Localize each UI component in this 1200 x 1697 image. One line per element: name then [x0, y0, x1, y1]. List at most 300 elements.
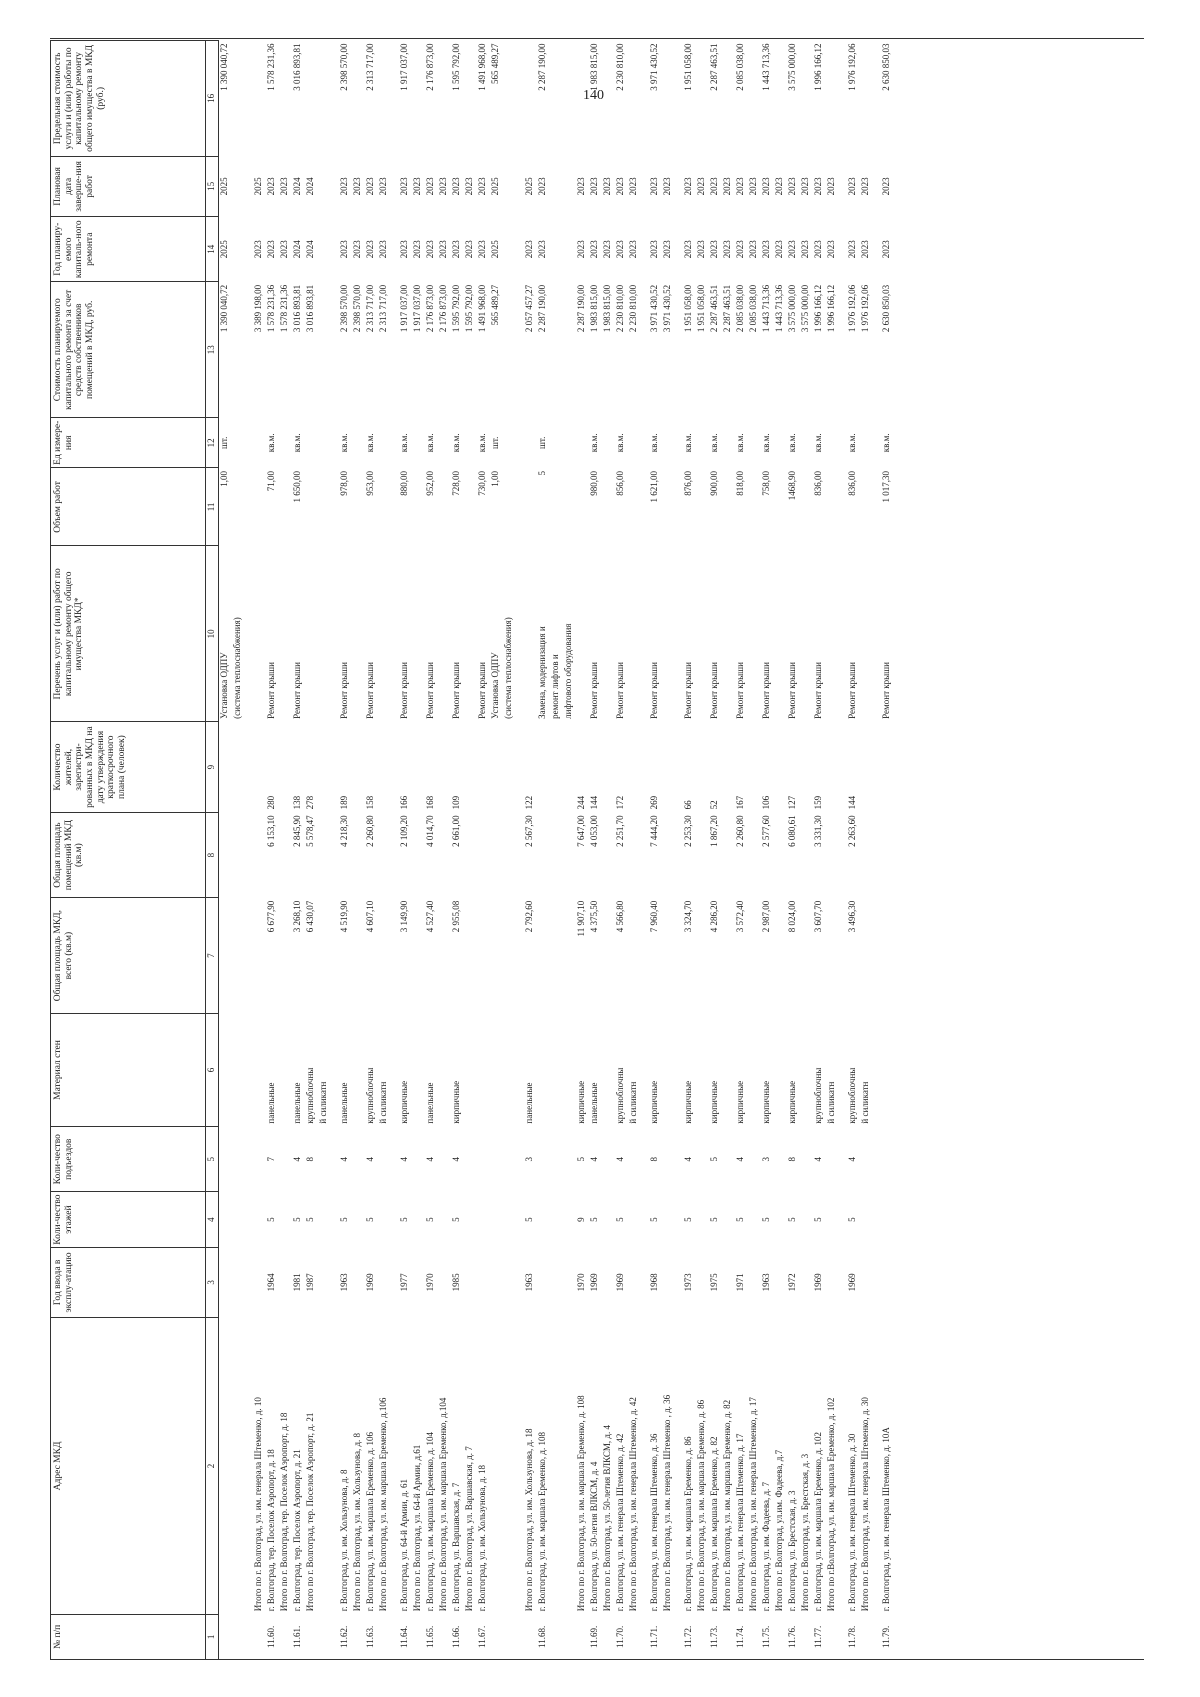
table-cell [550, 812, 563, 897]
table-cell: Итого по г. Волгоград, ул. им. маршала Еременко, д.104 [438, 1397, 448, 1612]
table-cell: 1 595 792,00 [451, 43, 461, 91]
table-cell: кирпичные [709, 1080, 719, 1124]
table-cell [722, 1192, 735, 1247]
table-cell [219, 1127, 233, 1192]
column-number: 4 [206, 1192, 219, 1247]
table-cell: 1 595 792,00 [464, 284, 474, 333]
table-cell [774, 1192, 787, 1247]
table-cell: кирпичные [576, 1080, 586, 1124]
table-cell: й силикатн [860, 1081, 870, 1124]
table-cell [576, 468, 589, 546]
table-cell [477, 1013, 490, 1126]
table-cell [219, 1013, 233, 1126]
table-cell [438, 41, 451, 157]
table-cell: 5 [292, 1217, 302, 1222]
table-cell [563, 468, 576, 546]
table-cell: 2023 [662, 177, 672, 196]
table-cell [537, 1192, 550, 1247]
table-cell: 2 085 038,00 [748, 284, 758, 333]
table-row [800, 41, 813, 1660]
table-cell [563, 418, 576, 468]
table-cell [662, 1013, 675, 1126]
table-cell [563, 898, 576, 1014]
table-cell: 269 [649, 795, 659, 810]
table-cell [696, 1614, 709, 1659]
table-cell: 1963 [761, 1273, 771, 1292]
table-cell: 167 [735, 795, 745, 810]
table-cell: 818,00 [735, 470, 745, 496]
table-cell: 2 253,30 [683, 815, 693, 847]
table-cell: 8 [787, 1157, 797, 1162]
table-cell: 2023 [735, 177, 745, 196]
table-row [787, 41, 800, 1660]
table-cell: 2023 [425, 240, 435, 259]
table-cell [503, 282, 516, 418]
table-cell: 2024 [305, 240, 315, 259]
table-cell: Итого по г. Волгоград, ул. Брестская, д. 3 [800, 1453, 810, 1612]
table-cell: панельные [589, 1082, 599, 1124]
table-cell: 1 390 040,72 [219, 284, 229, 333]
table-cell: 1969 [615, 1273, 625, 1292]
table-cell [550, 282, 563, 418]
table-cell [438, 546, 451, 722]
table-cell [550, 1614, 563, 1659]
table-cell [352, 1614, 365, 1659]
table-cell: 3 971 430,52 [649, 284, 659, 333]
table-cell: г. Волгоград, ул. им. маршала Еременко, д. 82 [709, 1436, 719, 1612]
table-cell [438, 1127, 451, 1192]
table-cell: 1 996 166,12 [813, 284, 823, 333]
table-cell [279, 898, 292, 1014]
table-row [826, 41, 839, 1660]
table-cell [602, 418, 615, 468]
table-cell [318, 156, 331, 216]
table-cell: 2023 [524, 240, 534, 259]
table-cell: 2023 [279, 240, 289, 259]
table-cell: 127 [787, 795, 797, 810]
table-cell: 1972 [787, 1273, 797, 1292]
table-cell: 2 230 810,00 [615, 284, 625, 333]
table-cell [563, 1192, 576, 1247]
spacer-row [641, 41, 649, 1660]
table-cell: 5 [683, 1217, 693, 1222]
table-cell [503, 1192, 516, 1247]
table-cell: 2023 [761, 177, 771, 196]
table-cell: 2023 [847, 240, 857, 259]
table-row [813, 41, 826, 1660]
table-row [490, 41, 503, 1660]
table-cell [748, 1614, 761, 1659]
table-cell: 730,00 [477, 470, 487, 496]
table-cell [628, 722, 641, 813]
table-cell: кв.м. [761, 433, 771, 453]
table-cell: 2023 [339, 240, 349, 259]
table-cell: 1964 [266, 1273, 276, 1292]
table-cell: г. Волгоград, ул. им. генерала Штеменко, д. 36 [649, 1433, 659, 1612]
table-cell [881, 812, 894, 897]
table-cell [477, 812, 490, 897]
table-cell: Ремонт крыши [589, 662, 599, 719]
table-cell: 4 014,70 [425, 815, 435, 847]
table-cell: Ремонт крыши [735, 662, 745, 719]
table-cell [602, 812, 615, 897]
table-cell [352, 1127, 365, 1192]
table-cell [464, 898, 477, 1014]
spacer-row [245, 41, 253, 1660]
table-cell [318, 546, 331, 722]
table-cell: 2023 [365, 177, 375, 196]
table-cell [219, 1614, 233, 1659]
table-cell: шт. [490, 436, 500, 450]
table-cell [602, 1614, 615, 1659]
table-cell: 1 621,00 [649, 470, 659, 503]
table-cell [563, 282, 576, 418]
table-row [279, 41, 292, 1660]
table-cell: 4 [451, 1157, 461, 1162]
table-cell [318, 41, 331, 157]
table-row [735, 41, 748, 1660]
table-cell: Ремонт крыши [761, 662, 771, 719]
table-cell: Ремонт крыши [615, 662, 625, 719]
table-cell: 2023 [589, 177, 599, 196]
table-cell: Ремонт крыши [683, 662, 693, 719]
table-cell: Итого по г.Волгоград, ул. им. маршала Еременко, д. 102 [826, 1397, 836, 1612]
table-cell: 2 577,60 [761, 815, 771, 847]
table-row [683, 41, 696, 1660]
table-cell: 11.68. [537, 1625, 547, 1648]
table-cell [628, 1247, 641, 1317]
table-cell: 2023 [266, 177, 276, 196]
table-row [563, 41, 576, 1660]
table-cell: кв.м. [847, 433, 857, 453]
table-cell: 4 [813, 1157, 823, 1162]
table-cell: 1 976 192,06 [847, 284, 857, 333]
table-cell [696, 1127, 709, 1192]
column-number: 8 [206, 812, 219, 897]
table-row [761, 41, 774, 1660]
table-cell: кирпичные [735, 1080, 745, 1124]
table-cell: 2 313 717,00 [365, 43, 375, 91]
table-cell [477, 898, 490, 1014]
spacer-cell [675, 41, 683, 1660]
column-number: 11 [206, 468, 219, 546]
table-cell: г. Волгоград, ул. 50-летия ВЛКСМ, д. 4 [589, 1461, 599, 1612]
table-cell: г. Волгоград, тер. Поселок Аэропорт, д. 21 [292, 1449, 302, 1612]
table-cell: 2025 [253, 177, 263, 196]
table-cell [576, 1614, 589, 1659]
table-row [550, 41, 563, 1660]
table-cell: й силикатн [378, 1081, 388, 1124]
table-cell: шт. [537, 436, 547, 450]
table-cell [576, 41, 589, 157]
table-cell [550, 898, 563, 1014]
table-cell: 5 [589, 1217, 599, 1222]
table-cell [748, 1013, 761, 1126]
table-cell: 2023 [748, 240, 758, 259]
table-cell: Ремонт крыши [399, 662, 409, 719]
table-cell [412, 1247, 425, 1317]
table-cell: кирпичные [761, 1080, 771, 1124]
spacer-cell [839, 41, 847, 1660]
table-cell: 2 398 570,00 [339, 284, 349, 333]
table-cell: 2023 [602, 240, 612, 259]
table-row [399, 41, 412, 1660]
table-cell: Итого по г. Волгоград, ул. им. маршала Еременко, д.106 [378, 1397, 388, 1612]
table-cell: 5 [709, 1217, 719, 1222]
table-row [847, 41, 860, 1660]
table-cell [563, 812, 576, 897]
table-cell: 2023 [266, 240, 276, 259]
table-cell: (система теплоснабжения) [232, 617, 242, 719]
table-cell: 4 [425, 1157, 435, 1162]
table-cell: 980,00 [589, 470, 599, 496]
table-cell: 2023 [860, 177, 870, 196]
table-cell [860, 722, 873, 813]
table-cell [412, 1192, 425, 1247]
table-cell [722, 418, 735, 468]
table-cell [219, 1247, 233, 1317]
table-cell [438, 468, 451, 546]
table-cell [279, 722, 292, 813]
table-cell [550, 1127, 563, 1192]
table-cell: 6 430,07 [305, 900, 315, 933]
table-cell [860, 41, 873, 157]
table-cell [378, 1247, 391, 1317]
table-cell [219, 722, 233, 813]
table-cell [253, 812, 266, 897]
table-row [615, 41, 628, 1660]
table-cell [563, 217, 576, 282]
table-cell: 2023 [352, 177, 362, 196]
table-cell [253, 722, 266, 813]
table-cell: 7 960,40 [649, 900, 659, 933]
table-cell: кв.м. [266, 433, 276, 453]
table-cell: Ремонт крыши [451, 662, 461, 719]
table-cell [412, 1013, 425, 1126]
table-row [232, 41, 245, 1660]
table-cell [774, 812, 787, 897]
table-cell: 5 [339, 1217, 349, 1222]
table-cell: 900,00 [709, 470, 719, 496]
table-cell [503, 418, 516, 468]
table-cell [412, 1127, 425, 1192]
table-cell [253, 41, 266, 157]
table-cell [722, 468, 735, 546]
table-cell: кв.м. [365, 433, 375, 453]
spacer-cell [516, 41, 524, 1660]
table-cell: 280 [266, 795, 276, 810]
table-row [662, 41, 675, 1660]
table-cell: 2025 [524, 177, 534, 196]
table-cell: Итого по г. Волгоград, ул. 64-й Армии, д.61 [412, 1444, 422, 1612]
table-cell [279, 812, 292, 897]
table-cell [563, 156, 576, 216]
table-cell [628, 546, 641, 722]
table-cell [800, 546, 813, 722]
table-row [451, 41, 464, 1660]
table-cell: 11.72. [683, 1625, 693, 1648]
table-cell [826, 1192, 839, 1247]
table-cell [800, 1614, 813, 1659]
table-cell: 66 [683, 800, 693, 810]
table-cell: 1 996 166,12 [826, 284, 836, 333]
table-cell [563, 1247, 576, 1317]
table-cell: 1 951 058,00 [696, 284, 706, 333]
table-cell [881, 1013, 894, 1126]
table-cell: 11.60. [266, 1625, 276, 1648]
column-number: 1 [206, 1614, 219, 1659]
table-cell: 2023 [649, 240, 659, 259]
table-row [438, 41, 451, 1660]
table-cell: 1977 [399, 1273, 409, 1292]
table-cell: 138 [292, 795, 302, 810]
table-cell: кв.м. [451, 433, 461, 453]
table-cell [748, 546, 761, 722]
table-cell: 2025 [490, 177, 500, 196]
table-cell [602, 1127, 615, 1192]
table-cell: 1468,90 [787, 470, 797, 501]
table-cell: крупноблочны [615, 1067, 625, 1124]
table-row [464, 41, 477, 1660]
table-cell: 71,00 [266, 470, 276, 492]
table-cell: кв.м. [339, 433, 349, 453]
table-cell: 2 313 717,00 [378, 284, 388, 333]
table-cell [563, 1614, 576, 1659]
table-cell: 2 251,70 [615, 815, 625, 847]
table-cell [503, 1247, 516, 1317]
table-cell: 2023 [826, 240, 836, 259]
table-cell [748, 812, 761, 897]
table-cell [774, 1247, 787, 1317]
table-cell: 2023 [279, 177, 289, 196]
header-cell: Материал стен [51, 1013, 206, 1126]
table-cell [232, 898, 245, 1014]
table-cell: 2 176 873,00 [425, 284, 435, 333]
table-cell [378, 722, 391, 813]
table-cell: 11.66. [451, 1625, 461, 1648]
table-cell: 2025 [219, 240, 229, 259]
table-row [537, 41, 550, 1660]
column-number: 6 [206, 1013, 219, 1126]
table-cell: 3 575 000,00 [787, 43, 797, 91]
table-cell [628, 1614, 641, 1659]
table-cell [318, 812, 331, 897]
table-cell: 2023 [352, 240, 362, 259]
table-cell [279, 1013, 292, 1126]
table-cell [576, 418, 589, 468]
table-cell [490, 1013, 503, 1126]
table-cell [550, 156, 563, 216]
table-cell: 1 578 231,36 [266, 284, 276, 333]
table-cell [232, 722, 245, 813]
table-cell [490, 1192, 503, 1247]
table-cell [438, 812, 451, 897]
table-cell: 4 [365, 1157, 375, 1162]
table-row [628, 41, 641, 1660]
table-cell: 1 017,30 [881, 470, 891, 503]
table-cell: 565 489,27 [490, 43, 500, 84]
table-cell: 1985 [451, 1273, 461, 1292]
table-cell [352, 418, 365, 468]
table-cell: крупноблочны [365, 1067, 375, 1124]
table-cell [464, 1013, 477, 1126]
table-cell: 3 016 893,81 [292, 284, 302, 333]
table-cell: 52 [709, 800, 719, 810]
table-cell [537, 1013, 550, 1126]
table-cell: 2023 [365, 240, 375, 259]
table-cell [537, 1127, 550, 1192]
table-cell: 2023 [800, 177, 810, 196]
table-cell [550, 468, 563, 546]
table-cell [860, 1192, 873, 1247]
table-cell [438, 1013, 451, 1126]
table-cell: 2023 [748, 177, 758, 196]
table-cell [748, 898, 761, 1014]
table-cell [318, 282, 331, 418]
table-cell: 5 [524, 1217, 534, 1222]
table-cell [438, 1247, 451, 1317]
table-cell [628, 41, 641, 157]
table-cell [279, 1127, 292, 1192]
table-cell: 2023 [881, 240, 891, 259]
table-cell: г. Волгоград, ул. им. Фадеева, д. 7 [761, 1481, 771, 1612]
table-cell: 11.65. [425, 1625, 435, 1648]
table-row [378, 41, 391, 1660]
table-cell: 2023 [438, 177, 448, 196]
table-cell [318, 217, 331, 282]
table-cell [524, 546, 537, 722]
table-cell [378, 1127, 391, 1192]
table-cell: 2023 [537, 240, 547, 259]
table-cell: 144 [589, 795, 599, 810]
table-cell [232, 812, 245, 897]
table-cell: 2023 [709, 177, 719, 196]
table-cell: 978,00 [339, 470, 349, 496]
table-cell: 1 983 815,00 [602, 284, 612, 333]
table-cell [378, 812, 391, 897]
table-cell [232, 217, 245, 282]
table-cell: Ремонт крыши [365, 662, 375, 719]
table-cell: 2 230 810,00 [615, 43, 625, 91]
table-cell: 11.70. [615, 1625, 625, 1648]
table-cell: 2023 [399, 240, 409, 259]
table-cell: 2 287 463,51 [709, 43, 719, 91]
table-cell: Итого по г. Волгоград, ул.им. Фадеева, д.7 [774, 1449, 784, 1612]
table-cell: 1,00 [490, 470, 500, 487]
table-cell: 4 [292, 1157, 302, 1162]
table-cell: 2023 [537, 177, 547, 196]
table-cell [253, 418, 266, 468]
table-cell [550, 1318, 563, 1615]
table-cell: 2 260,80 [735, 815, 745, 847]
table-cell: (система теплоснабжения) [503, 617, 513, 719]
table-cell [696, 898, 709, 1014]
table-cell: 2023 [735, 240, 745, 259]
table-cell [464, 1192, 477, 1247]
table-cell: 4 [399, 1157, 409, 1162]
table-cell: г. Волгоград, ул. им. маршала Еременко, д. 108 [537, 1431, 547, 1612]
table-cell [696, 1247, 709, 1317]
spacer-cell [873, 41, 881, 1660]
table-cell: 3 331,30 [813, 815, 823, 847]
table-cell [696, 41, 709, 157]
table-cell [774, 898, 787, 1014]
table-cell [800, 1127, 813, 1192]
table-cell: кв.м. [589, 433, 599, 453]
table-cell: 1 996 166,12 [813, 43, 823, 91]
table-cell: 3 572,40 [735, 900, 745, 933]
table-cell: Итого по г. Волгоград, ул. им. маршала Еременко, д. 82 [722, 1399, 732, 1612]
